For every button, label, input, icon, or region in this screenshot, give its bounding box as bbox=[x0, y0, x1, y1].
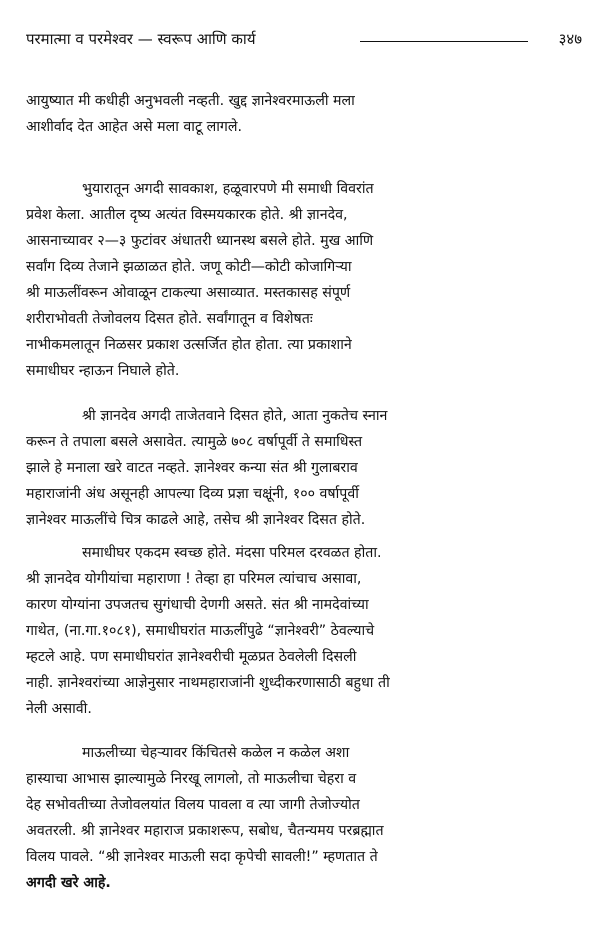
text-line: समाधीघर न्हाऊन निघाले होते. bbox=[26, 363, 180, 379]
text-line: प्रवेश केला. आतील दृष्य अत्यंत विस्मयकारक होते. श्री ज्ञानदेव, bbox=[26, 207, 348, 223]
text-line: झाले हे मनाला खरे वाटत नव्हते. ज्ञानेश्वर कन्या संत श्री गुलाबराव bbox=[26, 460, 358, 476]
text-line: श्री माऊलींवरून ओवाळून टाकल्या असाव्यात. मस्तकासह संपूर्ण bbox=[26, 285, 351, 301]
text-line: समाधीघर एकदम स्वच्छ होते. मंदसा परिमल दरवळत होता. bbox=[82, 545, 382, 561]
text-line: सर्वांग दिव्य तेजाने झळाळत होते. जणू कोटी—कोटी कोजागिऱ्या bbox=[26, 259, 352, 275]
page-number: ३४७ bbox=[558, 30, 582, 48]
text-line: कारण योग्यांना उपजतच सुगंधाची देणगी असते. संत श्री नामदेवांच्या bbox=[26, 597, 369, 613]
chapter-title: परमात्मा व परमेश्वर — स्वरूप आणि कार्य bbox=[26, 30, 256, 48]
text-line: शरीराभोवती तेजोवलय दिसत होते. सर्वांगातून व विशेषतः bbox=[26, 311, 313, 327]
text-line: भुयारातून अगदी सावकाश, हळूवारपणे मी समाधी विवरांत bbox=[82, 181, 374, 197]
text-line: विलय पावले. “श्री ज्ञानेश्वर माऊली सदा कृपेची सावली!” म्हणतात ते bbox=[26, 849, 378, 865]
text-line: आसनाच्यावर २—३ फुटांवर अंधातरी ध्यानस्थ बसले होते. मुख आणि bbox=[26, 233, 374, 249]
paragraph-continuation bbox=[26, 88, 576, 140]
paragraph-samadhi-entry bbox=[26, 176, 576, 384]
text-line: अगदी खरे आहे. bbox=[26, 875, 111, 891]
text-line: माऊलीच्या चेहऱ्यावर किंचितसे कळेल न कळेल अशा bbox=[82, 745, 350, 761]
text-line: श्री ज्ञानदेव अगदी ताजेतवाने दिसत होते, आता नुकतेच स्नान bbox=[82, 408, 388, 424]
paragraph-merging-light bbox=[26, 740, 576, 896]
text-line: नेली असावी. bbox=[26, 701, 92, 717]
text-line: अवतरली. श्री ज्ञानेश्वर महाराज प्रकाशरूप, सबोध, चैतन्यमय परब्रह्मात bbox=[26, 823, 384, 839]
text-line: म्हटले आहे. पण समाधीघरांत ज्ञानेश्वरीची मूळप्रत ठेवलेली दिसली bbox=[26, 649, 357, 665]
text-line: महाराजांनी अंध असूनही आपल्या दिव्य प्रज्ञा चक्षूंनी, १०० वर्षापूर्वी bbox=[26, 486, 359, 502]
text-line: हास्याचा आभास झाल्यामुळे निरखू लागलो, तो माऊलीचा चेहरा व bbox=[26, 771, 357, 787]
header-rule bbox=[360, 41, 528, 42]
paragraph-fragrance bbox=[26, 540, 576, 722]
text-line: नाभीकमलातून निळसर प्रकाश उत्सर्जित होत होता. त्या प्रकाशाने bbox=[26, 337, 352, 353]
text-line: गाथेत, (ना.गा.१०८१), समाधीघरांत माऊलींपुढे “ज्ञानेश्वरी” ठेवल्याचे bbox=[26, 623, 375, 639]
running-header bbox=[26, 24, 582, 54]
text-line: देह सभोवतीच्या तेजोवलयांत विलय पावला व त्या जागी तेजोज्योत bbox=[26, 797, 360, 813]
paragraph-dnyandev-appearance bbox=[26, 403, 576, 533]
text-line: करून ते तपाला बसले असावेत. त्यामुळे ७०८ वर्षापूर्वी ते समाधिस्त bbox=[26, 434, 363, 450]
text-line: आयुष्यात मी कधीही अनुभवली नव्हती. खुद्द ज्ञानेश्वरमाऊली मला bbox=[26, 93, 355, 109]
text-line: आशीर्वाद देत आहेत असे मला वाटू लागले. bbox=[26, 119, 243, 135]
text-line: श्री ज्ञानदेव योगीयांचा महाराणा ! तेव्हा हा परिमल त्यांचाच असावा, bbox=[26, 571, 362, 587]
text-line: नाही. ज्ञानेश्वरांच्या आज्ञेनुसार नाथमहाराजांनी शुध्दीकरणासाठी बहुधा ती bbox=[26, 675, 390, 691]
text-line: ज्ञानेश्वर माऊलींचे चित्र काढले आहे, तसेच श्री ज्ञानेश्वर दिसत होते. bbox=[26, 512, 366, 528]
